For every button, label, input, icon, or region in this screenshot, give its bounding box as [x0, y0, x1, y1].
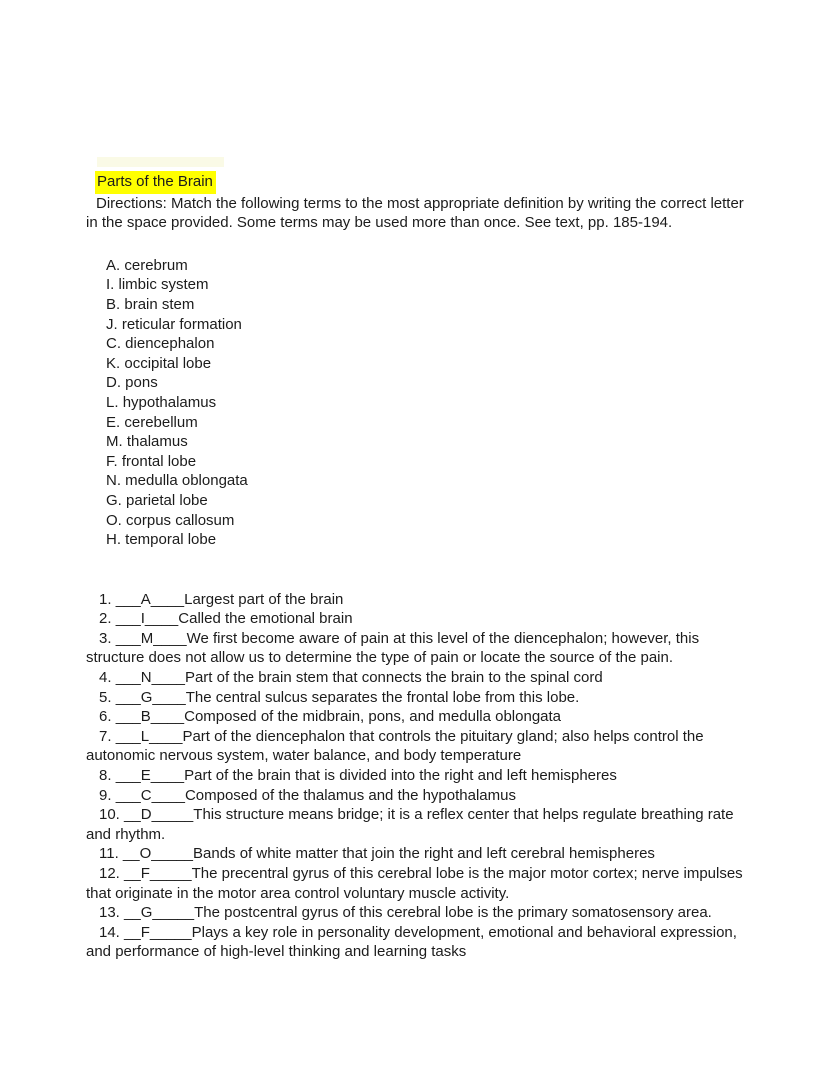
worksheet-content — [86, 171, 746, 962]
term-name: cerebellum — [124, 413, 198, 431]
term-item — [106, 491, 746, 511]
answer-letter: E — [140, 767, 151, 785]
question-item — [86, 668, 746, 688]
answer-blank-left: __ — [124, 923, 141, 941]
answer-blank-left: ___ — [115, 767, 141, 785]
questions-list — [86, 590, 746, 962]
answer-blank-right: _____ — [152, 904, 195, 922]
term-letter: H. — [106, 531, 121, 549]
term-item — [106, 452, 746, 472]
answer-blank-left: __ — [124, 806, 141, 824]
question-number: 3. — [99, 629, 112, 647]
question-item — [86, 923, 746, 962]
question-text: Bands of white matter that join the right and left cerebral hemispheres — [193, 845, 655, 863]
answer-blank-right: _____ — [151, 845, 193, 863]
term-name: temporal lobe — [125, 531, 217, 549]
question-text: Part of the brain stem that connects the brain to the spinal cord — [184, 669, 603, 687]
answer-letter: A — [140, 590, 151, 608]
page-title: Parts of the Brain — [95, 171, 216, 194]
term-name: occipital lobe — [124, 354, 212, 372]
question-number: 9. — [99, 786, 112, 804]
answer-blank-left: ___ — [115, 590, 141, 608]
term-name: thalamus — [126, 433, 188, 451]
answer-letter: F — [140, 923, 150, 941]
answer-blank-left: ___ — [115, 708, 141, 726]
question-number: 10. — [99, 806, 120, 824]
term-letter: M. — [106, 433, 123, 451]
question-item — [86, 864, 746, 903]
question-item — [86, 805, 746, 844]
term-letter: K. — [106, 354, 121, 372]
answer-letter: N — [140, 669, 152, 687]
question-number: 4. — [99, 669, 112, 687]
question-number: 2. — [99, 610, 112, 628]
answer-blank-right: ____ — [151, 786, 185, 804]
answer-blank-left: ___ — [115, 688, 141, 706]
question-number: 1. — [99, 590, 112, 608]
term-name: corpus callosum — [126, 511, 235, 529]
term-name: reticular formation — [121, 315, 242, 333]
question-text: Plays a key role in personality development, emotional and behavioral expression, and performance of high-level thinking and learning tasks — [86, 923, 737, 961]
answer-blank-right: ____ — [149, 727, 183, 745]
answer-blank-right: _____ — [149, 865, 192, 882]
term-letter: F. — [106, 452, 118, 470]
term-letter: B. — [106, 295, 121, 313]
question-item — [86, 844, 746, 864]
term-item — [106, 373, 746, 393]
question-number: 14. — [99, 923, 120, 941]
term-name: diencephalon — [125, 335, 215, 353]
title-line — [86, 171, 746, 194]
answer-blank-right: ____ — [150, 767, 185, 785]
term-letter: O. — [106, 511, 122, 529]
question-number: 7. — [99, 727, 112, 745]
answer-blank-right: ____ — [153, 629, 187, 647]
answer-letter: O — [139, 845, 152, 863]
term-name: medulla oblongata — [125, 472, 248, 490]
question-item — [86, 727, 746, 766]
term-item — [106, 354, 746, 374]
question-text: Largest part of the brain — [184, 590, 344, 608]
term-letter: E. — [106, 413, 121, 431]
question-text: The precentral gyrus of this cerebral lobe is the major motor cortex; nerve impulses that originate in the motor area control voluntary muscle activity. — [86, 865, 743, 902]
question-item — [86, 766, 746, 786]
term-item — [106, 334, 746, 354]
term-item — [106, 432, 746, 452]
answer-blank-left: ___ — [115, 629, 141, 647]
question-text: Part of the brain that is divided into the right and left hemispheres — [184, 767, 617, 785]
answer-blank-left: __ — [122, 845, 140, 863]
term-item — [106, 256, 746, 276]
answer-letter: B — [140, 708, 151, 726]
term-item — [106, 471, 746, 491]
answer-blank-right: ____ — [150, 708, 185, 726]
answer-letter: G — [140, 904, 153, 922]
answer-blank-right: ____ — [144, 610, 179, 628]
answer-blank-right: _____ — [149, 923, 192, 941]
question-text: The postcentral gyrus of this cerebral lobe is the primary somatosensory area. — [194, 904, 712, 922]
term-name: parietal lobe — [126, 491, 208, 509]
question-number: 8. — [99, 767, 112, 785]
question-item — [86, 609, 746, 629]
term-name: brain stem — [124, 295, 195, 313]
term-item — [106, 315, 746, 335]
question-text: Called the emotional brain — [178, 610, 353, 628]
question-number: 12. — [99, 865, 120, 882]
question-item — [86, 590, 746, 610]
question-text: Part of the diencephalon that controls the pituitary gland; also helps control the autonomic nervous system, water balance, and body temperature — [86, 727, 704, 765]
term-letter: C. — [106, 335, 121, 353]
answer-letter: I — [140, 610, 145, 628]
question-text: This structure means bridge; it is a reflex center that helps regulate breathing rate and rhythm. — [86, 806, 734, 843]
highlight-smudge — [97, 157, 224, 167]
answer-blank-left: ___ — [115, 727, 141, 745]
directions-text: Directions: Match the following terms to the most appropriate definition by writing the correct letter in the space provided. Some terms may be used more than once. See text, pp. 185-194. — [86, 194, 744, 232]
question-number: 5. — [99, 688, 112, 706]
answer-blank-left: ___ — [115, 669, 141, 687]
question-item — [86, 786, 746, 806]
answer-blank-right: ____ — [152, 688, 186, 706]
question-number: 11. — [99, 845, 119, 863]
answer-letter: F — [140, 865, 150, 882]
question-number: 13. — [99, 904, 120, 922]
question-item — [86, 903, 746, 923]
term-item — [106, 511, 746, 531]
answer-letter: L — [140, 727, 150, 745]
term-item — [106, 393, 746, 413]
answer-blank-right: ____ — [150, 590, 185, 608]
term-letter: A. — [106, 256, 121, 274]
term-name: hypothalamus — [122, 393, 217, 411]
question-text: We first become aware of pain at this level of the diencephalon; however, this structure does not allow us to determine the type of pain or locate the source of the pain. — [86, 629, 700, 667]
term-name: limbic system — [118, 276, 209, 294]
answer-letter: D — [140, 806, 152, 824]
term-item — [106, 295, 746, 315]
question-item — [86, 688, 746, 708]
term-letter: G. — [106, 491, 122, 509]
question-text: Composed of the thalamus and the hypothalamus — [184, 786, 516, 804]
terms-list — [106, 256, 746, 550]
answer-letter: C — [140, 786, 152, 804]
question-item — [86, 707, 746, 727]
answer-letter: M — [140, 629, 154, 647]
term-name: cerebrum — [124, 256, 188, 274]
term-letter: D. — [106, 374, 121, 392]
term-letter: I. — [106, 276, 115, 294]
term-item — [106, 530, 746, 550]
question-number: 6. — [99, 708, 112, 726]
answer-blank-left: __ — [124, 865, 141, 882]
question-text: Composed of the midbrain, pons, and medulla oblongata — [184, 708, 562, 726]
answer-blank-right: _____ — [151, 806, 194, 824]
answer-blank-left: ___ — [115, 786, 141, 804]
term-letter: J. — [106, 315, 118, 333]
term-item — [106, 275, 746, 295]
term-letter: N. — [106, 472, 121, 490]
term-name: frontal lobe — [121, 452, 197, 470]
term-item — [106, 413, 746, 433]
term-name: pons — [125, 374, 158, 392]
question-text: The central sulcus separates the frontal lobe from this lobe. — [185, 688, 580, 706]
term-letter: L. — [106, 393, 119, 411]
question-item — [86, 629, 746, 668]
answer-letter: G — [140, 688, 153, 706]
answer-blank-left: ___ — [115, 610, 141, 628]
answer-blank-right: ____ — [151, 669, 185, 687]
answer-blank-left: __ — [124, 904, 141, 922]
